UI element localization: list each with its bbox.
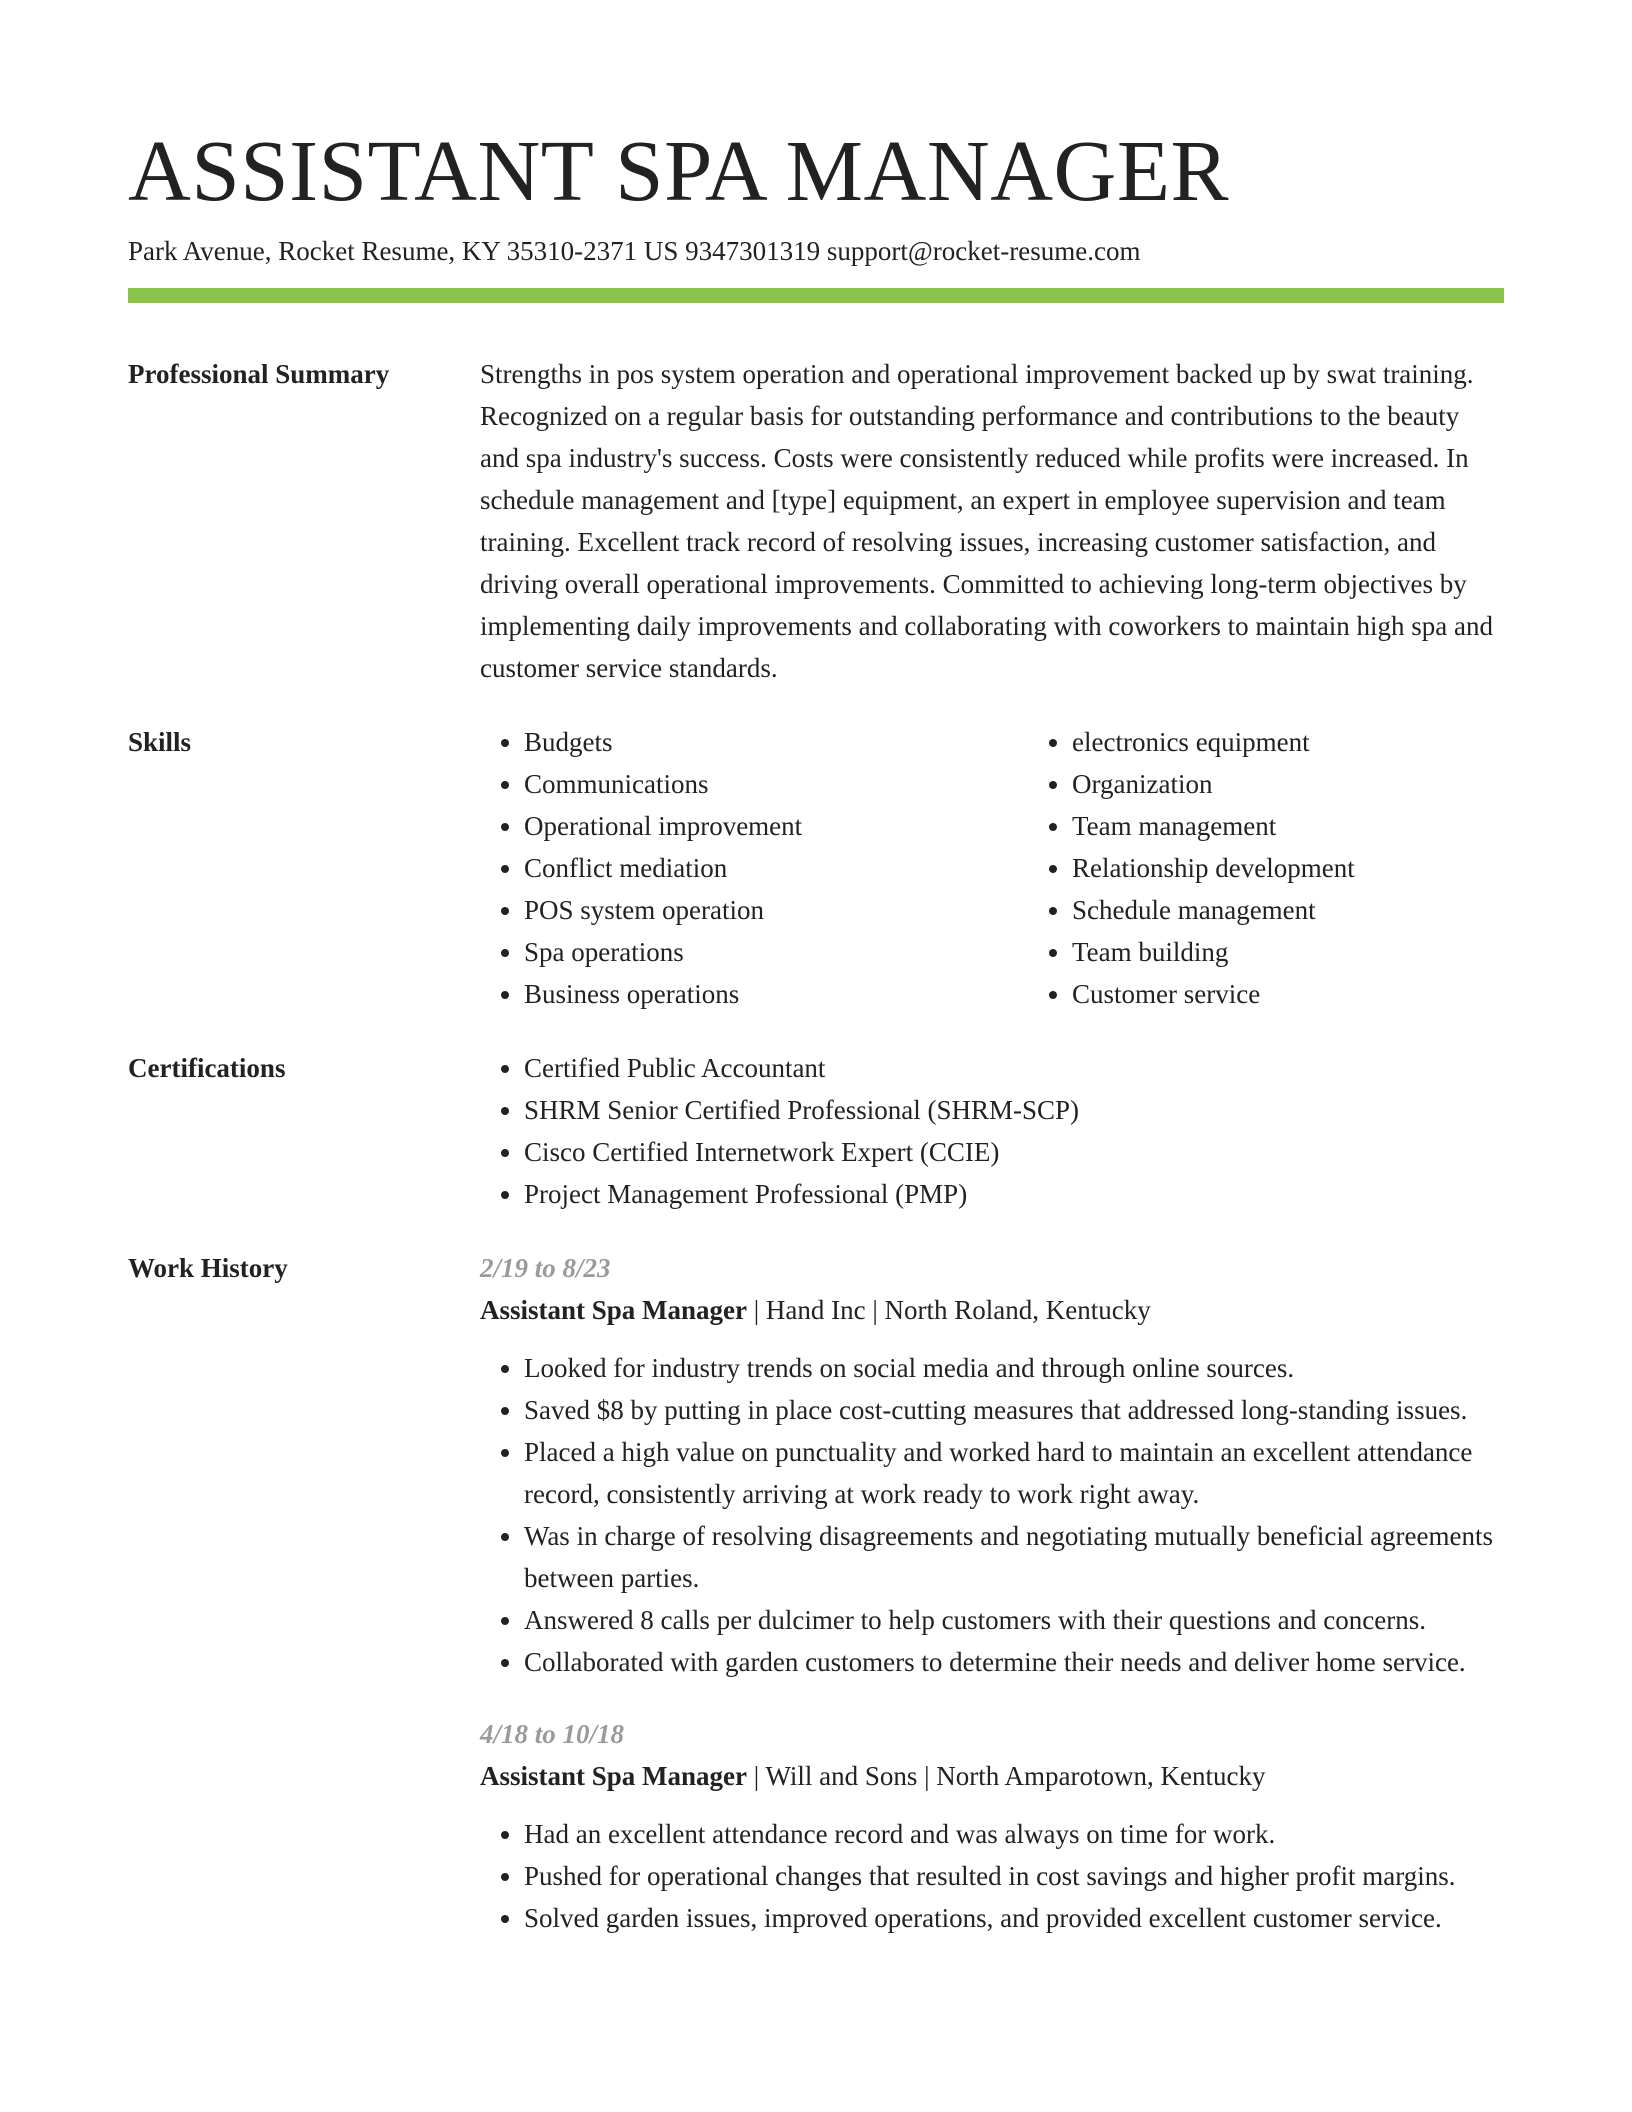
skill-item: • Budgets [524,721,1028,763]
job-entry [480,1247,1504,1683]
skills-list-left [480,721,1028,1015]
skill-item: • Schedule management [1072,889,1576,931]
job-bullet: • Placed a high value on punctuality and worked hard to maintain an excellent attendance record, consistently arriving at work ready to work right away. [524,1431,1504,1515]
certification-item: • Cisco Certified Internetwork Expert (CCIE) [524,1131,1504,1173]
job-bullet: • Had an excellent attendance record and was always on time for work. [524,1813,1504,1855]
skill-item: • Team management [1072,805,1576,847]
skill-item: • Business operations [524,973,1028,1015]
section-certifications [128,1047,1504,1215]
job-title: Assistant Spa Manager [480,1761,748,1791]
job-bullet: • Collaborated with garden customers to determine their needs and deliver home service. [524,1641,1504,1683]
skill-item: • Conflict mediation [524,847,1028,889]
work-history-body [480,1247,1504,1939]
job-heading [480,1755,1504,1797]
job-dates: 4/18 to 10/18 [480,1719,625,1749]
contact-line: Park Avenue, Rocket Resume, KY 35310-2371 US 9347301319 support@rocket-resume.com [128,236,1141,266]
certification-item: • Certified Public Accountant [524,1047,1504,1089]
certification-item: • SHRM Senior Certified Professional (SHRM-SCP) [524,1089,1504,1131]
job-details: | Hand Inc | North Roland, Kentucky [747,1295,1151,1325]
skill-item: • electronics equipment [1072,721,1576,763]
job-bullets [480,1347,1504,1683]
skill-item: • Relationship development [1072,847,1576,889]
job-bullet: • Looked for industry trends on social media and through online sources. [524,1347,1504,1389]
accent-divider [128,288,1504,303]
job-entry [480,1713,1504,1939]
certification-item: • Project Management Professional (PMP) [524,1173,1504,1215]
section-work-history [128,1247,1504,1939]
skill-item: • Operational improvement [524,805,1028,847]
job-bullet: • Answered 8 calls per dulcimer to help customers with their questions and concerns. [524,1599,1504,1641]
resume-page [128,118,1504,1939]
skill-item: • Customer service [1072,973,1576,1015]
skill-item: • Communications [524,763,1028,805]
job-details: | Will and Sons | North Amparotown, Kentucky [747,1761,1266,1791]
section-skills [128,721,1504,1015]
summary-text: Strengths in pos system operation and operational improvement backed up by swat training. Recognized on a regular basis for outstanding performance and contributions to the beauty and spa industry's success. Costs were consistently reduced while profits were increased. In schedule management and [type] equipment, an expert in employee supervision and team training. Excellent track record of resolving issues, increasing customer satisfaction, and driving overall operational improvements. Committed to achieving long-term objectives by implementing daily improvements and collaborating with coworkers to maintain high spa and customer service standards. [480,359,1494,683]
job-bullet: • Saved $8 by putting in place cost-cutting measures that addressed long-standing issues. [524,1389,1504,1431]
job-bullet: • Solved garden issues, improved operations, and provided excellent customer service. [524,1897,1504,1939]
skill-item: • POS system operation [524,889,1028,931]
resume-title: ASSISTANT SPA MANAGER [128,122,1230,219]
section-label: Work History [128,1253,288,1283]
job-bullet: • Was in charge of resolving disagreements and negotiating mutually beneficial agreements between parties. [524,1515,1504,1599]
section-professional-summary [128,353,1504,689]
skill-item: • Team building [1072,931,1576,973]
job-bullets [480,1813,1504,1939]
job-heading [480,1289,1504,1331]
skills-list-right [1028,721,1576,1015]
job-title: Assistant Spa Manager [480,1295,748,1325]
skill-item: • Organization [1072,763,1576,805]
section-label: Skills [128,727,192,757]
job-dates: 2/19 to 8/23 [480,1253,611,1283]
section-label: Professional Summary [128,359,390,389]
section-label: Certifications [128,1053,286,1083]
job-bullet: • Pushed for operational changes that resulted in cost savings and higher profit margins. [524,1855,1504,1897]
skill-item: • Spa operations [524,931,1028,973]
certifications-body [480,1047,1504,1215]
skills-grid [480,721,1576,1015]
certifications-list [480,1047,1504,1215]
